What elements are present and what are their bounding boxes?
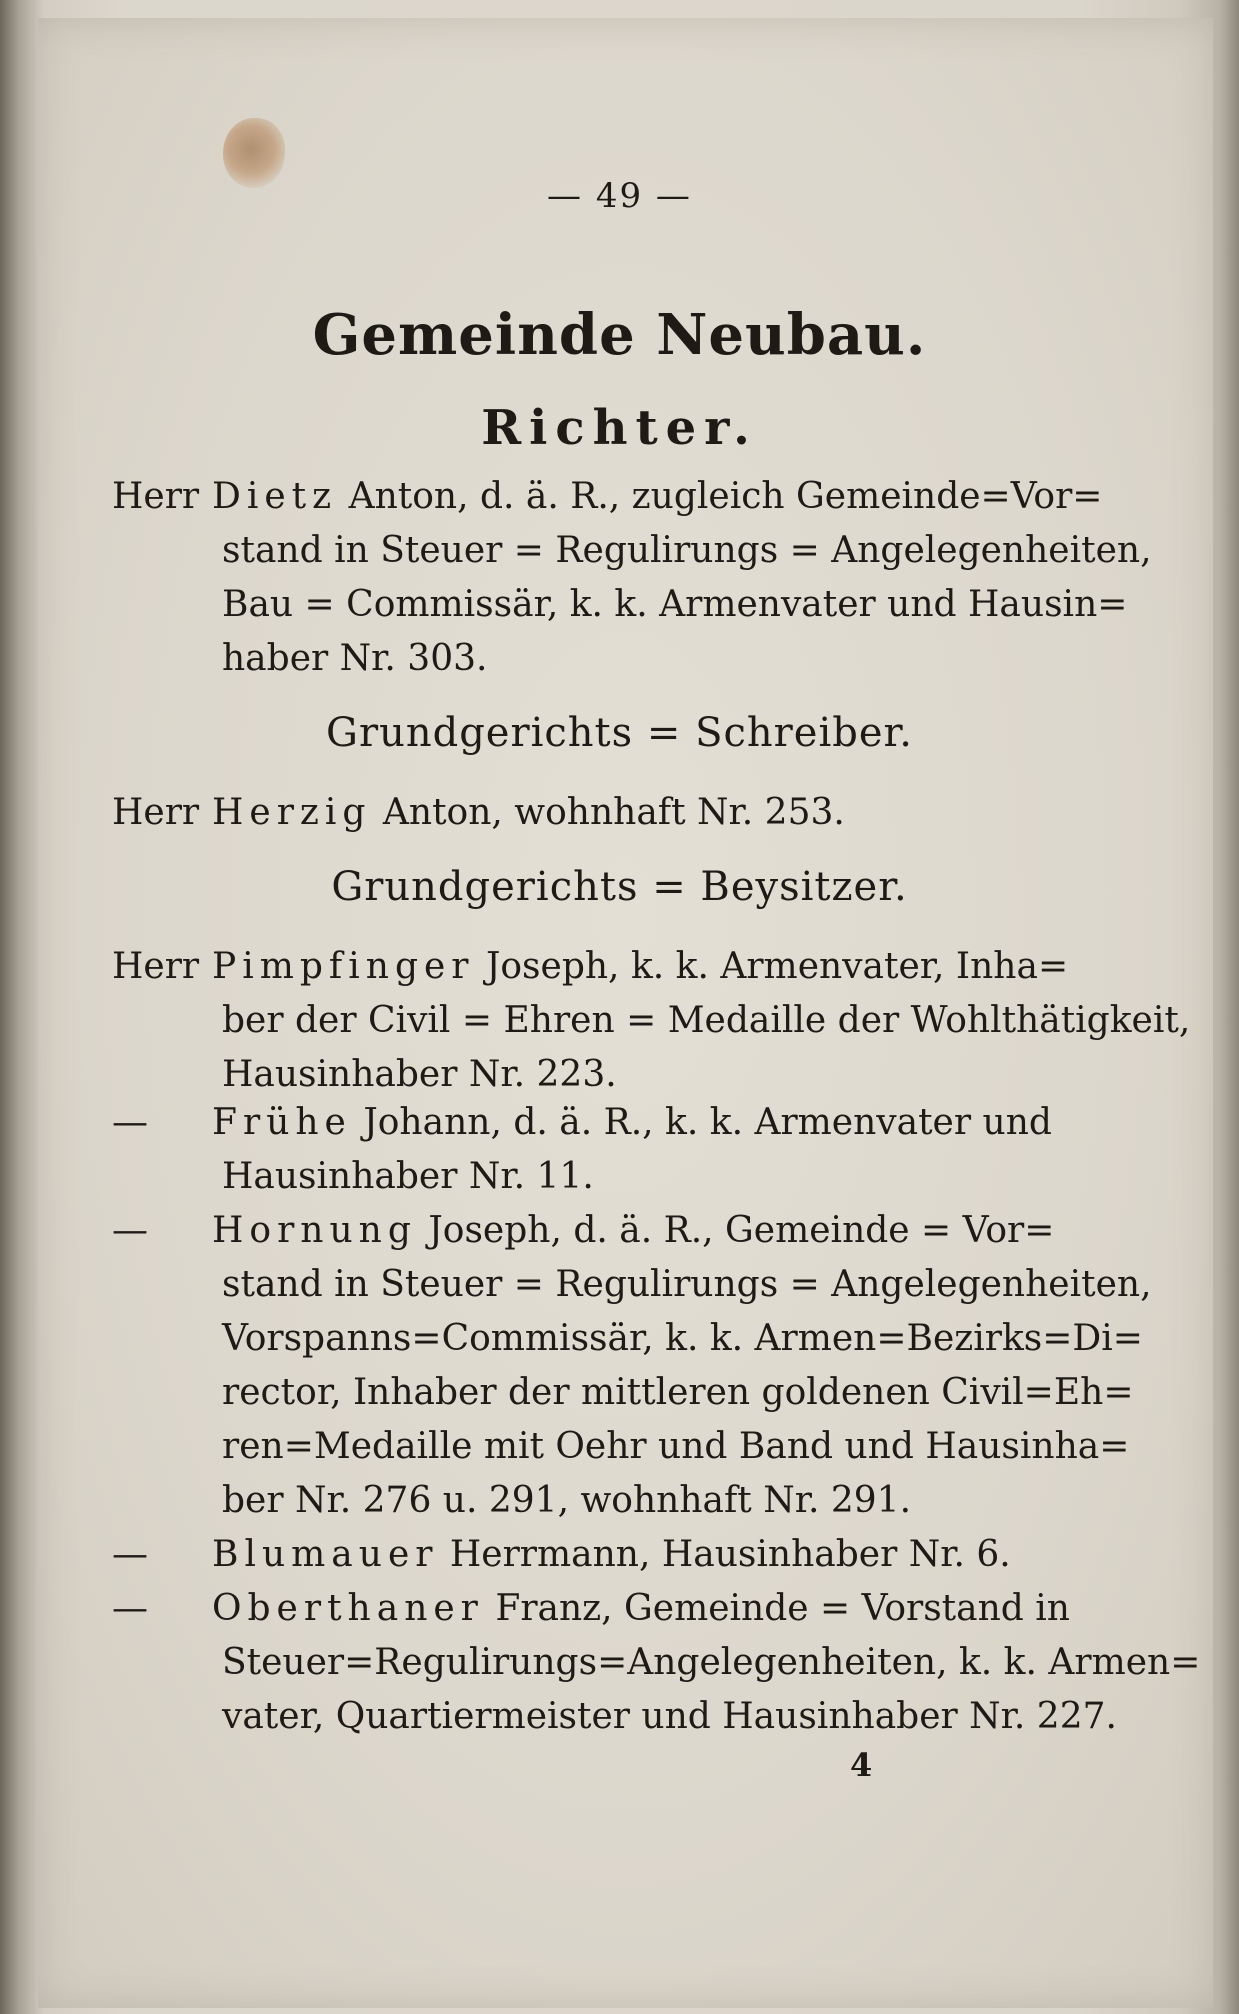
entry-blumauer: [112, 1528, 1062, 1582]
entry-name: Herzig: [212, 792, 372, 833]
entry-text: Hausinhaber Nr. 223.: [222, 1054, 617, 1095]
entry-text: haber Nr. 303.: [222, 638, 488, 679]
page-title: Gemeinde Neubau.: [312, 302, 927, 368]
entry-text: Bau = Commissär, k. k. Armenvater und Hausin=: [222, 584, 1128, 625]
section-heading-schreiber: Grundgerichts = Schreiber.: [326, 710, 913, 756]
entry-name: Oberthaner: [212, 1588, 484, 1629]
entry-text: Vorspanns=Commissär, k. k. Armen=Bezirks=Di=: [222, 1318, 1143, 1359]
section-heading-richter: Richter.: [481, 400, 758, 456]
entry-hornung: [112, 1204, 1152, 1528]
entry-text: Joseph, k. k. Armenvater, Inha=: [474, 946, 1069, 987]
entry-text: Hausinhaber Nr. 11.: [222, 1156, 594, 1197]
section-heading-beysitzer: Grundgerichts = Beysitzer.: [331, 864, 908, 910]
entry-lead: —: [112, 1102, 148, 1143]
entry-text: ber Nr. 276 u. 291, wohnhaft Nr. 291.: [222, 1480, 912, 1521]
entry-oberthaner: [112, 1582, 1201, 1744]
entry-text: Anton, wohnhaft Nr. 253.: [371, 792, 845, 833]
entry-text: ren=Medaille mit Oehr und Band und Hausinha=: [222, 1426, 1130, 1467]
entry-text: stand in Steuer = Regulirungs = Angelegenheiten,: [222, 1264, 1152, 1305]
signature-mark: 4: [850, 1746, 873, 1784]
entry-name: Hornung: [212, 1210, 417, 1251]
entry-text: Johann, d. ä. R., k. k. Armenvater und: [351, 1102, 1052, 1143]
entry-name: Frühe: [212, 1102, 352, 1143]
entry-name: Blumauer: [212, 1534, 439, 1575]
page-number: — 49 —: [547, 176, 692, 216]
entry-text: Joseph, d. ä. R., Gemeinde = Vor=: [416, 1210, 1055, 1251]
entry-herzig: [112, 786, 1062, 840]
entry-text: Anton, d. ä. R., zugleich Gemeinde=Vor=: [337, 476, 1103, 517]
entry-fruehe: [112, 1096, 1062, 1204]
entry-lead: —: [112, 1588, 148, 1629]
entry-text: Franz, Gemeinde = Vorstand in: [483, 1588, 1070, 1629]
entry-lead: Herr: [112, 792, 200, 833]
entry-text: ber der Civil = Ehren = Medaille der Wohlthätigkeit,: [222, 1000, 1191, 1041]
entry-lead: Herr: [112, 476, 200, 517]
entry-name: Dietz: [212, 476, 338, 517]
entry-text: vater, Quartiermeister und Hausinhaber Nr. 227.: [222, 1696, 1117, 1737]
entry-dietz: [112, 470, 1152, 686]
entry-text: stand in Steuer = Regulirungs = Angelegenheiten,: [222, 530, 1152, 571]
entry-lead: —: [112, 1210, 148, 1251]
entry-text: Herrmann, Hausinhaber Nr. 6.: [438, 1534, 1011, 1575]
entry-text: rector, Inhaber der mittleren goldenen Civil=Eh=: [222, 1372, 1134, 1413]
entry-text: Steuer=Regulirungs=Angelegenheiten, k. k. Armen=: [222, 1642, 1201, 1683]
entry-lead: —: [112, 1534, 148, 1575]
entry-pimpfinger: [112, 940, 1191, 1102]
entry-lead: Herr: [112, 946, 200, 987]
entry-name: Pimpfinger: [212, 946, 475, 987]
